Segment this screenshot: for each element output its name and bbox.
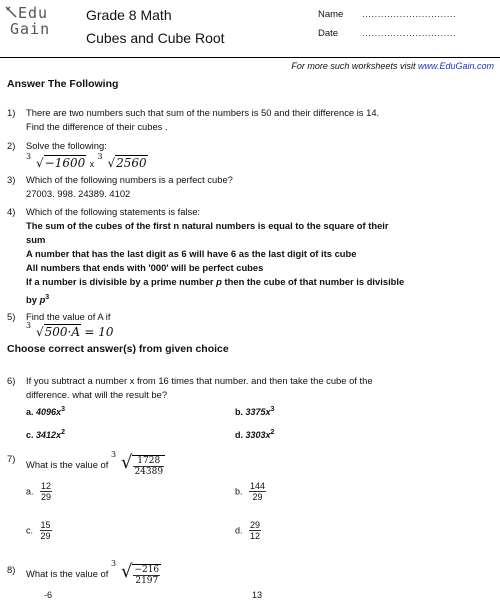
grade-title: Grade 8 Math [86, 7, 172, 23]
question-number: 7) [7, 453, 16, 464]
choice-6c[interactable]: c. $3412x^2$ [26, 429, 65, 440]
question-number: 6) [7, 375, 16, 386]
question-options: 27003. 998. 24389. 4102 [26, 188, 131, 199]
question-number: 3) [7, 174, 16, 185]
question-text: If you subtract a number x from 16 times that number. and then take the cube of the [26, 375, 373, 386]
choice-7d[interactable]: d. $\frac{29}{12}$ [235, 520, 261, 541]
header-rule [0, 57, 500, 58]
cube-root-expression: 3 √−1600 x 3 √2560 [26, 152, 147, 170]
question-number: 8) [7, 564, 16, 575]
logo-text-bottom: Gain [10, 20, 51, 38]
question-text: Which of the following statements is false: [26, 206, 201, 217]
cube-root-equation: 3 √500·A = 10 [26, 321, 114, 339]
question-text: Which of the following numbers is a perfect cube? [26, 174, 233, 185]
question-text: There are two numbers such that sum of the numbers is 50 and their difference is 14. [26, 107, 380, 118]
choice-7a[interactable]: a. $\frac{12}{29}$ [26, 481, 52, 502]
cube-root-fraction: 3 √ $\frac{1728}{24389}$ [110, 450, 164, 477]
statement-4-cont: by $p^3$ [26, 294, 50, 306]
promo-text: For more such worksheets visit [291, 61, 416, 71]
question-8-body [26, 561, 161, 586]
question-text: What is the value of [26, 458, 109, 470]
section-title-1: Answer The Following [7, 78, 119, 90]
date-label: Date [318, 28, 339, 39]
statement-3: All numbers that ends with '000' will be perfect cubes [26, 262, 264, 273]
topic-title: Cubes and Cube Root [86, 30, 225, 46]
choice-6a[interactable]: a. $4096x^3$ [26, 406, 65, 417]
choice-6d[interactable]: d. $3303x^2$ [235, 429, 275, 440]
statement-4: If a number is divisible by a prime number p then the cube of that number is divisible [26, 276, 405, 287]
cube-root-fraction: 3 √ $\frac{-216}{2197}$ [110, 559, 160, 586]
question-text: Solve the following: [26, 140, 107, 151]
question-number: 2) [7, 140, 16, 151]
question-number: 1) [7, 107, 16, 118]
statement-2: A number that has the last digit as 6 will have 6 as the last digit of its cube [26, 248, 357, 259]
choice-8b-numerator[interactable]: 13 [252, 590, 263, 600]
statement-1-cont: sum [26, 234, 46, 245]
name-label: Name [318, 9, 344, 20]
question-text: Find the value of A if [26, 311, 111, 322]
cube-root-1: 3 √−1600 [26, 152, 86, 170]
choice-7b[interactable]: b. $\frac{144}{29}$ [235, 481, 266, 502]
question-text-cont: difference. what will the result be? [26, 389, 168, 400]
choice-8a-numerator[interactable]: -6 [44, 590, 53, 600]
question-7-body [26, 452, 165, 477]
choice-7c[interactable]: c. $\frac{15}{29}$ [26, 520, 51, 541]
question-text-cont: Find the difference of their cubes . [26, 121, 168, 132]
question-number: 4) [7, 206, 16, 217]
question-number: 5) [7, 311, 16, 322]
promo-link[interactable]: www.EduGain.com [417, 61, 494, 71]
section-title-2: Choose correct answer(s) from given choice [7, 343, 229, 355]
question-text: What is the value of [26, 567, 109, 579]
cube-root-2: 3 √2560 [97, 152, 147, 170]
name-blank: .............................. [362, 9, 457, 20]
date-blank: .............................. [362, 28, 457, 39]
statement-1: The sum of the cubes of the first n natural numbers is equal to the square of their [26, 220, 389, 231]
logo-pen-icon [4, 5, 18, 19]
promo-line [291, 61, 494, 71]
choice-6b[interactable]: b. $3375x^3$ [235, 406, 275, 417]
edugain-logo [4, 3, 60, 43]
logo-text-top: Edu [18, 4, 49, 22]
